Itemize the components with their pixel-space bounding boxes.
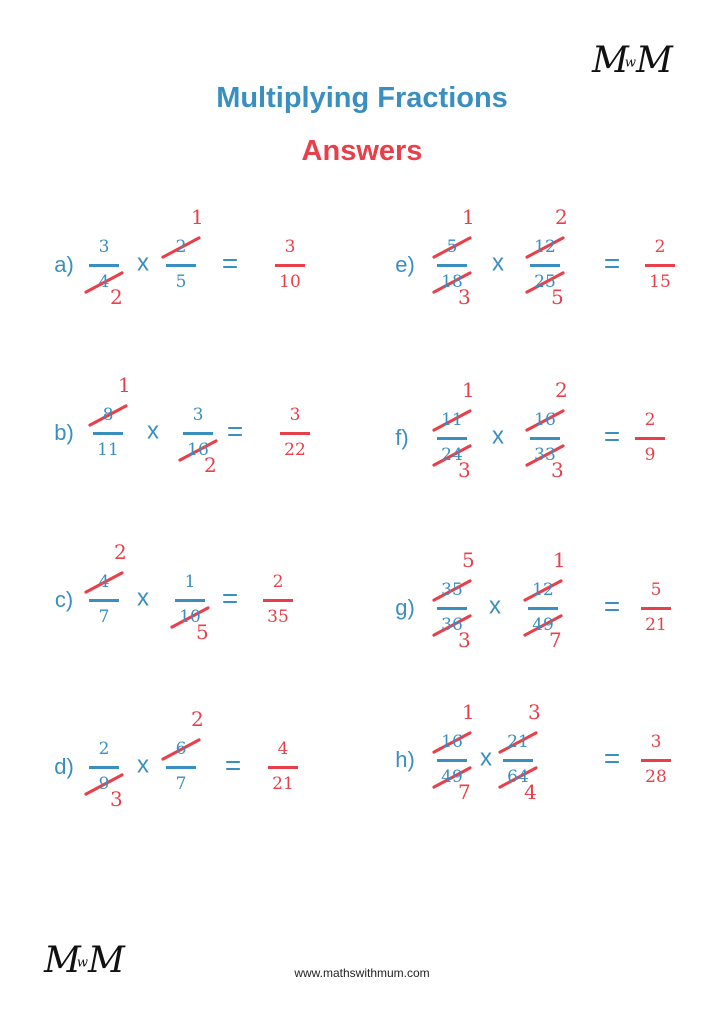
denominator: 7 bbox=[175, 774, 187, 794]
fraction bbox=[525, 205, 568, 309]
page-title: Multiplying Fractions bbox=[216, 82, 508, 114]
fraction-bar bbox=[530, 264, 560, 267]
denominator: 18 bbox=[441, 272, 463, 292]
fraction bbox=[498, 700, 541, 804]
fraction-bar bbox=[641, 759, 671, 762]
fraction bbox=[161, 205, 204, 295]
numerator: 5 bbox=[446, 237, 458, 257]
fraction-bar bbox=[166, 264, 196, 267]
denominator: 5 bbox=[175, 272, 187, 292]
problem-label: e) bbox=[395, 252, 415, 277]
denominator: 24 bbox=[441, 445, 463, 465]
denominator: 10 bbox=[279, 272, 301, 292]
numerator: 3 bbox=[289, 405, 301, 425]
numerator-simplified: 1 bbox=[553, 548, 566, 572]
problem-label: d) bbox=[54, 754, 74, 779]
numerator: 4 bbox=[98, 572, 110, 592]
fraction-bar bbox=[645, 264, 675, 267]
numerator-simplified: 2 bbox=[191, 707, 204, 731]
times-sign: x bbox=[492, 249, 504, 277]
equals-sign: = bbox=[603, 247, 621, 279]
numerator: 4 bbox=[277, 739, 289, 759]
denominator: 4 bbox=[98, 272, 110, 292]
equals-sign: = bbox=[221, 582, 239, 614]
denominator-simplified: 2 bbox=[110, 285, 123, 309]
answer-fraction bbox=[636, 730, 676, 790]
numerator: 2 bbox=[654, 237, 666, 257]
times-sign: x bbox=[147, 417, 159, 445]
equals-sign: = bbox=[603, 590, 621, 622]
numerator-simplified: 1 bbox=[462, 205, 475, 229]
numerator: 2 bbox=[175, 237, 187, 257]
page-subtitle: Answers bbox=[301, 135, 423, 167]
numerator-simplified: 2 bbox=[555, 378, 568, 402]
numerator: 2 bbox=[98, 739, 110, 759]
denominator-simplified: 7 bbox=[458, 780, 471, 804]
denominator: 64 bbox=[507, 767, 529, 787]
denominator-simplified: 3 bbox=[458, 285, 471, 309]
denominator: 16 bbox=[187, 440, 209, 460]
numerator: 6 bbox=[175, 739, 187, 759]
numerator-simplified: 1 bbox=[191, 205, 204, 229]
fraction-bar bbox=[89, 599, 119, 602]
numerator: 2 bbox=[644, 410, 656, 430]
fraction bbox=[84, 737, 124, 811]
denominator: 9 bbox=[644, 445, 656, 465]
fraction-bar bbox=[641, 607, 671, 610]
answer-fraction bbox=[275, 403, 315, 463]
logo-top: MwM bbox=[592, 40, 669, 81]
fraction bbox=[523, 548, 566, 652]
equals-sign: = bbox=[603, 742, 621, 774]
denominator-simplified: 5 bbox=[551, 285, 564, 309]
denominator: 25 bbox=[534, 272, 556, 292]
fraction-bar bbox=[635, 437, 665, 440]
fraction bbox=[432, 700, 475, 804]
denominator: 49 bbox=[441, 767, 463, 787]
fraction bbox=[161, 707, 204, 797]
numerator: 3 bbox=[650, 732, 662, 752]
times-sign: x bbox=[489, 592, 501, 620]
problem-label: c) bbox=[54, 587, 74, 612]
numerator: 5 bbox=[650, 580, 662, 600]
numerator: 11 bbox=[441, 410, 463, 430]
problem-label: g) bbox=[395, 595, 415, 620]
fraction-bar bbox=[528, 607, 558, 610]
fraction bbox=[88, 373, 131, 463]
answer-fraction bbox=[630, 408, 670, 468]
denominator: 36 bbox=[441, 615, 463, 635]
numerator: 21 bbox=[507, 732, 529, 752]
numerator-simplified: 2 bbox=[555, 205, 568, 229]
fraction-bar bbox=[89, 264, 119, 267]
fraction-bar bbox=[166, 766, 196, 769]
fraction bbox=[170, 570, 210, 644]
numerator-simplified: 3 bbox=[528, 700, 541, 724]
fraction-bar bbox=[275, 264, 305, 267]
numerator: 3 bbox=[284, 237, 296, 257]
fraction bbox=[525, 378, 568, 482]
fraction bbox=[432, 205, 475, 309]
denominator: 11 bbox=[97, 440, 119, 460]
equals-sign: = bbox=[603, 420, 621, 452]
times-sign: x bbox=[137, 751, 149, 779]
fraction-bar bbox=[437, 437, 467, 440]
denominator-simplified: 3 bbox=[458, 628, 471, 652]
fraction bbox=[84, 540, 127, 630]
denominator: 9 bbox=[98, 774, 110, 794]
denominator-simplified: 5 bbox=[196, 620, 209, 644]
denominator-simplified: 3 bbox=[458, 458, 471, 482]
denominator: 10 bbox=[179, 607, 201, 627]
fraction-bar bbox=[437, 264, 467, 267]
answer-fraction bbox=[636, 578, 676, 638]
denominator: 22 bbox=[284, 440, 306, 460]
fraction-bar bbox=[280, 432, 310, 435]
fraction-bar bbox=[268, 766, 298, 769]
fraction bbox=[84, 235, 124, 309]
numerator: 3 bbox=[98, 237, 110, 257]
denominator: 35 bbox=[267, 607, 289, 627]
times-sign: x bbox=[480, 744, 492, 772]
denominator: 49 bbox=[532, 615, 554, 635]
numerator: 1 bbox=[184, 572, 196, 592]
fraction-bar bbox=[530, 437, 560, 440]
numerator: 3 bbox=[192, 405, 204, 425]
website-footer: www.mathswithmum.com bbox=[294, 966, 430, 980]
times-sign: x bbox=[137, 584, 149, 612]
numerator: 12 bbox=[534, 237, 556, 257]
denominator-simplified: 3 bbox=[110, 787, 123, 811]
times-sign: x bbox=[492, 422, 504, 450]
denominator: 21 bbox=[272, 774, 294, 794]
fraction bbox=[178, 403, 218, 477]
denominator: 28 bbox=[645, 767, 667, 787]
numerator: 16 bbox=[534, 410, 556, 430]
fraction-bar bbox=[437, 607, 467, 610]
fraction bbox=[432, 378, 475, 482]
problem-label: h) bbox=[395, 747, 415, 772]
numerator: 12 bbox=[532, 580, 554, 600]
problem-label: f) bbox=[395, 425, 409, 450]
numerator-simplified: 5 bbox=[462, 548, 475, 572]
fraction-bar bbox=[263, 599, 293, 602]
fraction-bar bbox=[175, 599, 205, 602]
equals-sign: = bbox=[224, 749, 242, 781]
fraction-bar bbox=[93, 432, 123, 435]
denominator: 7 bbox=[98, 607, 110, 627]
numerator: 16 bbox=[441, 732, 463, 752]
numerator-simplified: 2 bbox=[114, 540, 127, 564]
numerator: 8 bbox=[102, 405, 114, 425]
problem-label: b) bbox=[54, 420, 74, 445]
denominator-simplified: 7 bbox=[549, 628, 562, 652]
denominator-simplified: 2 bbox=[204, 453, 217, 477]
times-sign: x bbox=[137, 249, 149, 277]
answer-fraction bbox=[263, 737, 303, 797]
answer-fraction bbox=[640, 235, 680, 295]
equals-sign: = bbox=[221, 247, 239, 279]
fraction-bar bbox=[183, 432, 213, 435]
fraction-bar bbox=[503, 759, 533, 762]
fraction-bar bbox=[437, 759, 467, 762]
denominator: 21 bbox=[645, 615, 667, 635]
answer-fraction bbox=[270, 235, 310, 295]
numerator: 2 bbox=[272, 572, 284, 592]
numerator-simplified: 1 bbox=[462, 378, 475, 402]
fraction bbox=[432, 548, 475, 652]
denominator: 33 bbox=[534, 445, 556, 465]
logo-bottom: MwM bbox=[44, 940, 121, 981]
denominator: 15 bbox=[649, 272, 671, 292]
equals-sign: = bbox=[226, 415, 244, 447]
answer-fraction bbox=[258, 570, 298, 630]
denominator-simplified: 3 bbox=[551, 458, 564, 482]
denominator-simplified: 4 bbox=[524, 780, 537, 804]
fraction-bar bbox=[89, 766, 119, 769]
numerator-simplified: 1 bbox=[118, 373, 131, 397]
numerator: 35 bbox=[441, 580, 463, 600]
numerator-simplified: 1 bbox=[462, 700, 475, 724]
problem-label: a) bbox=[54, 252, 74, 277]
